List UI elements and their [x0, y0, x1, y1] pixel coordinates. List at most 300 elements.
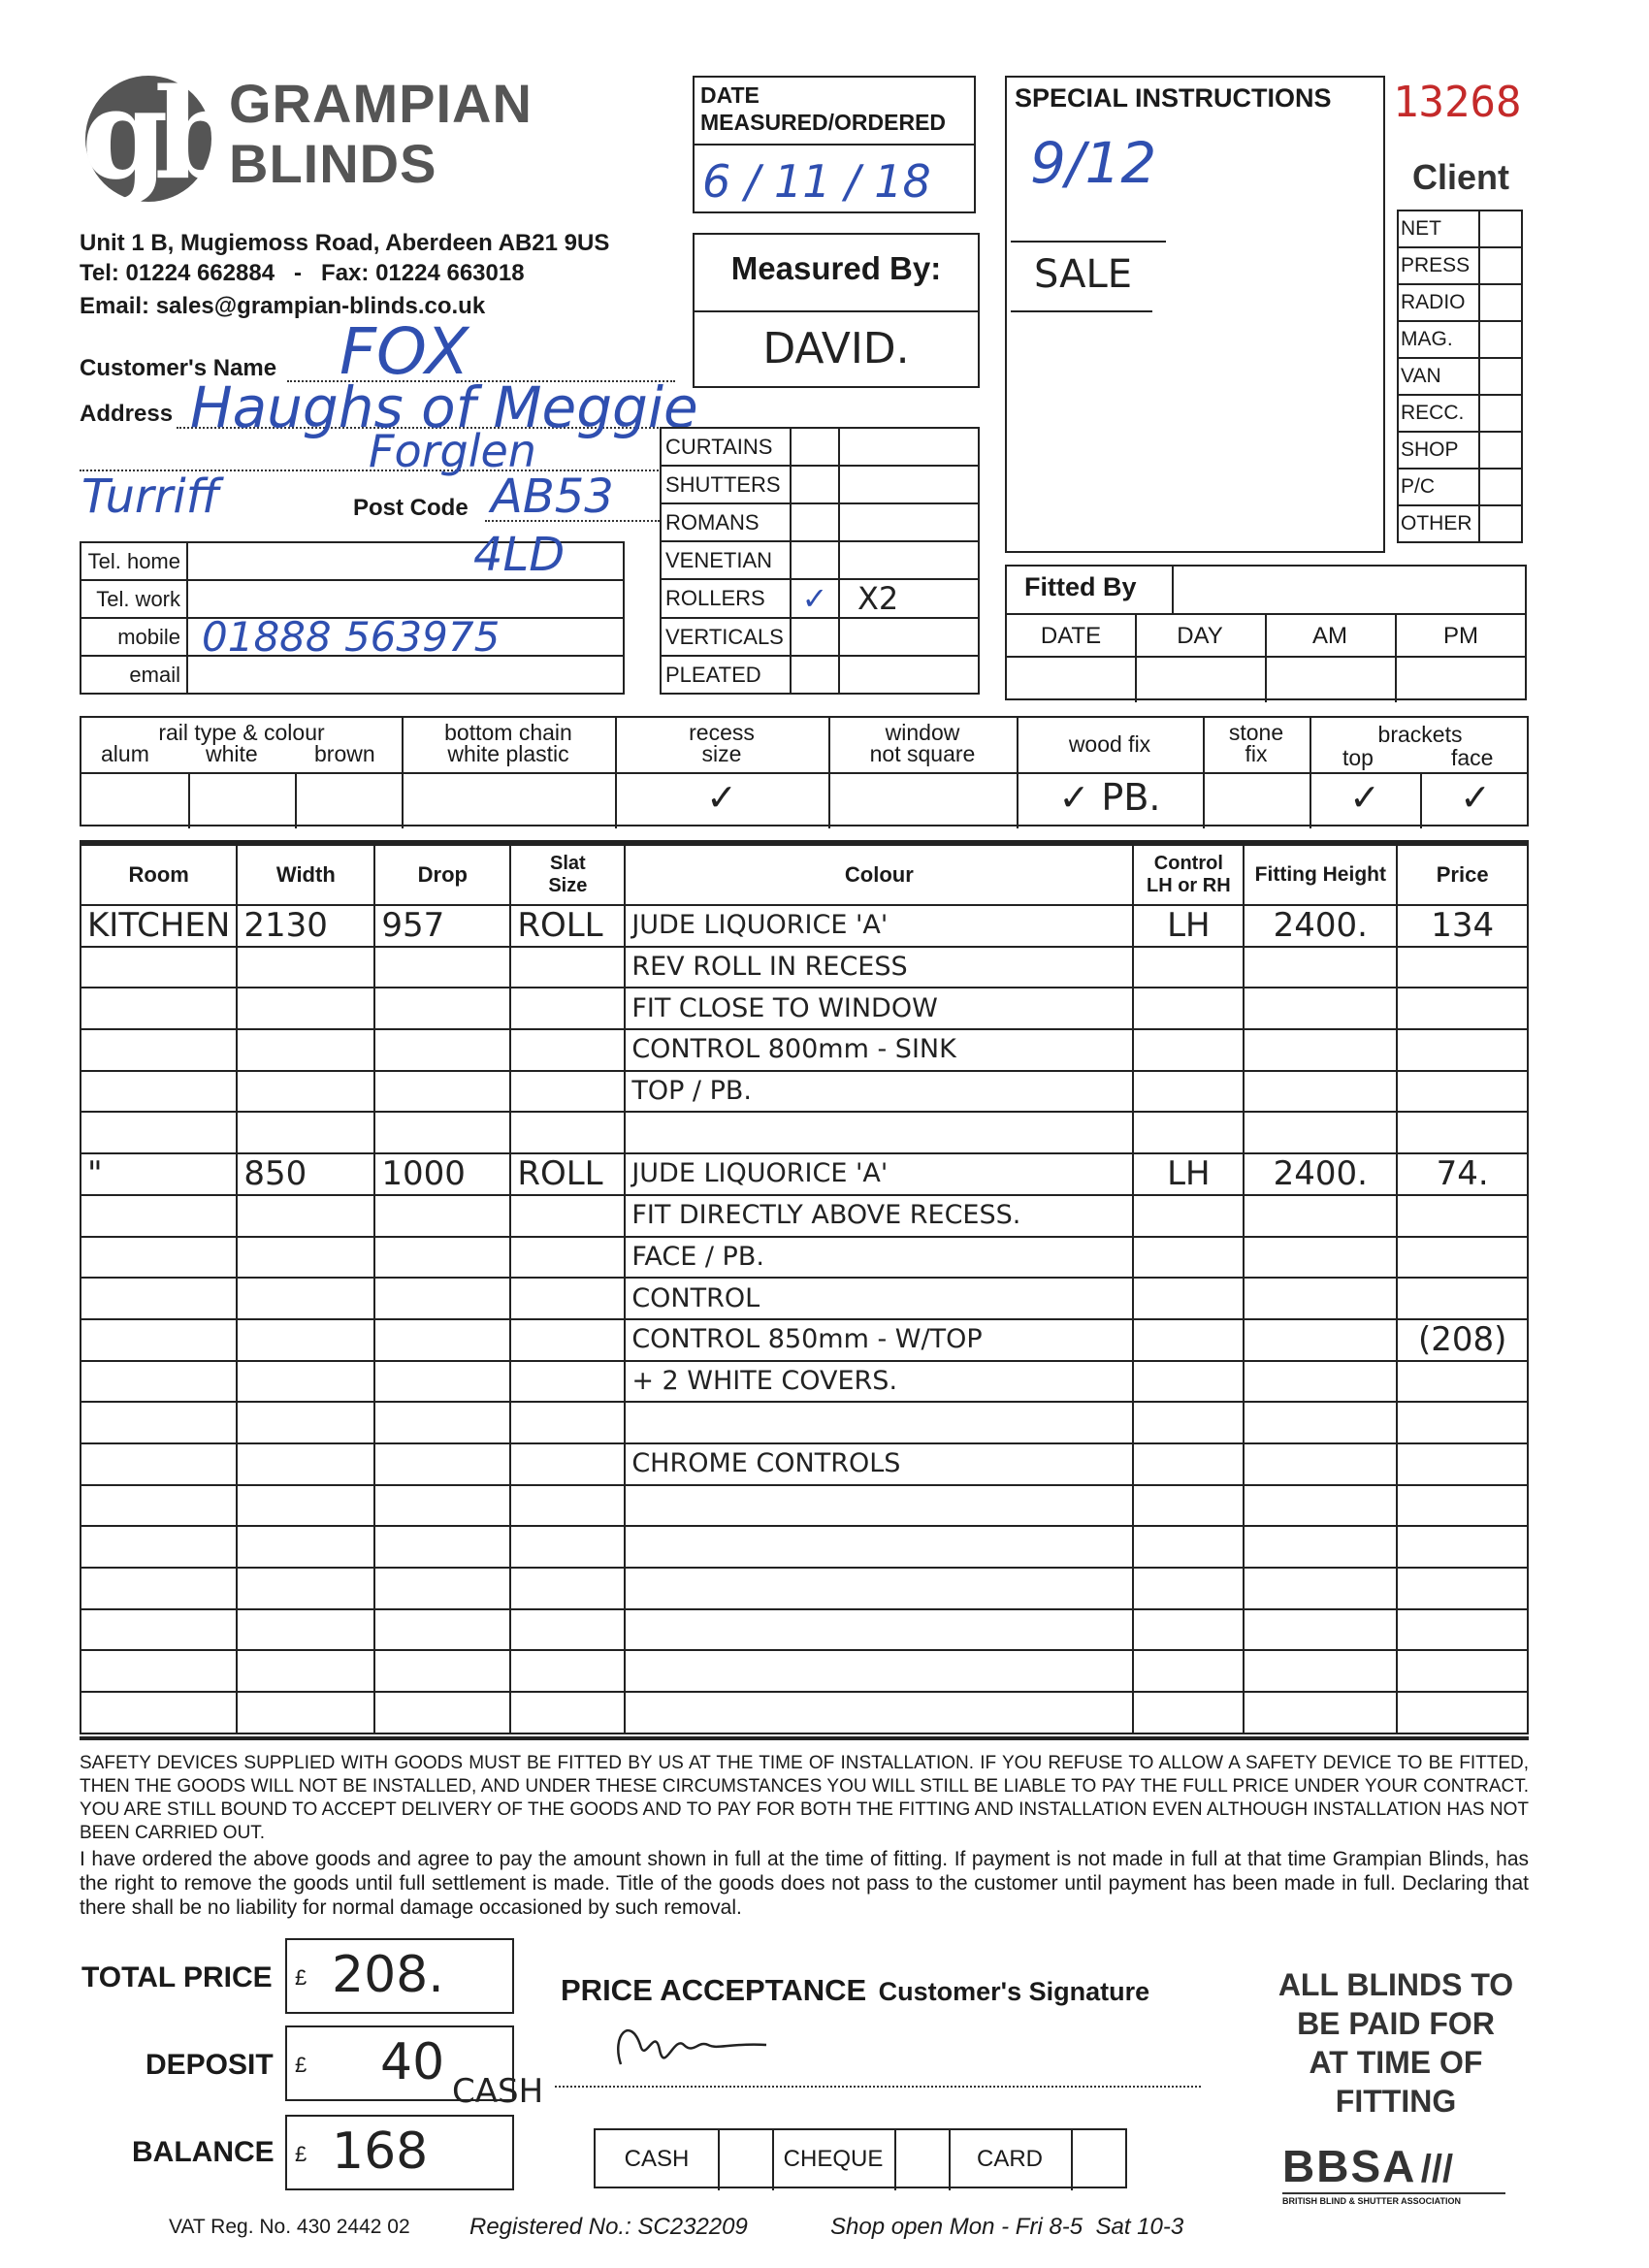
client-source-label: OTHER	[1398, 505, 1479, 542]
order-cell-slat: ROLL	[510, 1153, 625, 1195]
order-cell-price	[1397, 1029, 1528, 1071]
recess-tick: ✓	[706, 776, 737, 819]
contact-row	[81, 656, 624, 694]
blind-type-qty	[839, 466, 979, 503]
order-cell-slat	[510, 1609, 625, 1651]
brackets-face: face	[1451, 745, 1494, 770]
order-cell-fitting: 2400.	[1244, 1153, 1397, 1195]
order-cell-price	[1397, 1361, 1528, 1403]
order-cell-control	[1133, 1319, 1244, 1361]
blind-type-label: VERTICALS	[661, 618, 791, 656]
order-cell-room	[81, 1361, 237, 1403]
company-logo	[76, 62, 228, 213]
rail-label: rail type & colour	[158, 720, 325, 745]
recess-label-1: recess	[689, 720, 755, 745]
order-cell-fitting	[1244, 988, 1397, 1029]
order-cell-width	[237, 1112, 374, 1153]
special-instructions-box	[1005, 76, 1385, 553]
client-source-checkbox[interactable]	[1479, 469, 1522, 505]
order-cell-colour	[625, 1526, 1133, 1568]
order-cell-fitting	[1244, 1071, 1397, 1113]
client-source-checkbox[interactable]	[1479, 247, 1522, 284]
blind-type-row	[661, 503, 979, 541]
special-note-1: 9/12	[1030, 130, 1157, 196]
order-cell-price	[1397, 1402, 1528, 1443]
client-source-row	[1398, 211, 1522, 247]
order-cell-slat	[510, 1402, 625, 1443]
blind-type-tick[interactable]	[791, 503, 839, 541]
wood-fix-value: ✓ PB.	[1058, 776, 1161, 819]
order-cell-width	[237, 1443, 374, 1485]
order-cell-room	[81, 1112, 237, 1153]
order-cell-price	[1397, 1568, 1528, 1609]
client-source-row	[1398, 247, 1522, 284]
client-source-label: VAN	[1398, 358, 1479, 395]
blind-type-qty	[839, 656, 979, 694]
bbsa-logo	[1282, 2140, 1535, 2206]
order-cell-price	[1397, 1112, 1528, 1153]
blind-type-row	[661, 656, 979, 694]
client-source-checkbox[interactable]	[1479, 395, 1522, 432]
order-cell-slat	[510, 988, 625, 1029]
order-cell-room: KITCHEN	[81, 905, 237, 947]
payment-notice	[1245, 1965, 1546, 2121]
blind-type-tick[interactable]	[791, 618, 839, 656]
order-cell-drop	[374, 1361, 510, 1403]
date-label: DATE MEASURED/ORDERED	[700, 82, 947, 135]
bbsa-slash-icon: ///	[1420, 2148, 1454, 2190]
client-source-checkbox[interactable]	[1479, 211, 1522, 247]
order-cell-fitting	[1244, 1029, 1397, 1071]
chain-label-2: white plastic	[447, 741, 569, 766]
order-cell-slat	[510, 1485, 625, 1527]
order-cell-room	[81, 1526, 237, 1568]
order-cell-drop: 1000	[374, 1153, 510, 1195]
order-cell-fitting	[1244, 1402, 1397, 1443]
order-cell-colour: FACE / PB.	[625, 1237, 1133, 1279]
blind-type-label: VENETIAN	[661, 541, 791, 579]
order-cell-width: 2130	[237, 905, 374, 947]
blind-type-qty	[839, 428, 979, 466]
order-cell-room	[81, 1650, 237, 1692]
brackets-top-tick: ✓	[1349, 776, 1380, 819]
blind-type-tick[interactable]	[791, 466, 839, 503]
order-cell-width	[237, 1692, 374, 1733]
total-price-value: 208.	[332, 1946, 444, 2004]
order-cell-colour	[625, 1485, 1133, 1527]
order-number: 13268	[1393, 78, 1522, 127]
chain-label-1: bottom chain	[444, 720, 572, 745]
blind-type-tick[interactable]	[791, 428, 839, 466]
blind-type-row	[661, 466, 979, 503]
client-source-row	[1398, 358, 1522, 395]
client-source-label: RECC.	[1398, 395, 1479, 432]
client-source-label: P/C	[1398, 469, 1479, 505]
order-cell-control	[1133, 1195, 1244, 1237]
order-cell-control	[1133, 1568, 1244, 1609]
customer-name-value: FOX	[340, 314, 469, 389]
deposit-currency: £	[295, 2053, 307, 2077]
balance-value: 168	[332, 2122, 429, 2181]
order-cell-drop	[374, 1692, 510, 1733]
price-acceptance	[561, 1973, 1149, 2008]
order-cell-drop	[374, 1526, 510, 1568]
order-cell-drop	[374, 1278, 510, 1319]
address-label: Address	[80, 401, 174, 427]
order-cell-width: 850	[237, 1153, 374, 1195]
window-label-2: not square	[869, 741, 976, 766]
order-cell-fitting	[1244, 1443, 1397, 1485]
order-row	[81, 988, 1528, 1029]
fitted-by-box	[1005, 565, 1527, 700]
order-cell-colour: CHROME CONTROLS	[625, 1443, 1133, 1485]
blind-type-tick[interactable]: ✓	[791, 579, 839, 618]
order-cell-control	[1133, 1609, 1244, 1651]
blind-type-row	[661, 618, 979, 656]
header-slat	[510, 845, 625, 905]
total-price-box	[285, 1938, 514, 2014]
order-cell-slat	[510, 1692, 625, 1733]
order-cell-room	[81, 1485, 237, 1527]
order-cell-slat	[510, 1568, 625, 1609]
order-cell-price: 74.	[1397, 1153, 1528, 1195]
safety-terms: SAFETY DEVICES SUPPLIED WITH GOODS MUST BE FITTED BY US AT THE TIME OF INSTALLATION. IF YOU REFUSE TO ALLOW A SAFETY DEVICE TO BE FITTED, THEN THE GOODS WILL NOT BE INSTALLED, AND UNDER THESE CIRCUMSTANCES YOU WILL STILL BE LIABLE TO PAY THE FULL PRICE UNDER YOUR CONTRACT. YOU ARE STILL BOUND TO ACCEPT DELIVERY OF THE GOODS AND TO PAY FOR BOTH THE FITTING AND INSTALLATION EVEN ALTHOUGH INSTALLATION HAS NOT BEEN CARRIED OUT.	[80, 1753, 1529, 1843]
agreement-terms: I have ordered the above goods and agree to pay the amount shown in full at the time of fitting. If payment is not made in full at that time Grampian Blinds, has the right to remove the goods until full settlement is made. Title of the goods does not pass to the customer until payment has been made in full. Declaring that there shall be no liability for normal damage occasioned by such removal.	[80, 1848, 1529, 1919]
order-cell-room	[81, 1443, 237, 1485]
vat-number: VAT Reg. No. 430 2442 02	[169, 2216, 410, 2238]
order-cell-price	[1397, 988, 1528, 1029]
order-cell-fitting	[1244, 1237, 1397, 1279]
deposit-note: CASH	[452, 2072, 544, 2111]
order-cell-colour: REV ROLL IN RECESS	[625, 947, 1133, 988]
order-cell-price	[1397, 947, 1528, 988]
contact-value	[187, 656, 624, 694]
blind-type-label: SHUTTERS	[661, 466, 791, 503]
blind-type-label: ROLLERS	[661, 579, 791, 618]
client-source-label: PRESS	[1398, 247, 1479, 284]
order-cell-price	[1397, 1071, 1528, 1113]
bbsa-caption: BRITISH BLIND & SHUTTER ASSOCIATION	[1282, 2192, 1505, 2206]
order-cell-drop: 957	[374, 905, 510, 947]
order-cell-control	[1133, 1071, 1244, 1113]
order-cell-colour	[625, 1402, 1133, 1443]
contact-label: mobile	[81, 618, 187, 656]
order-cell-control: LH	[1133, 1153, 1244, 1195]
order-cell-drop	[374, 1071, 510, 1113]
order-cell-width	[237, 1568, 374, 1609]
window-label-1: window	[885, 720, 960, 745]
header-slat-line1: Slat	[549, 853, 586, 874]
order-cell-fitting	[1244, 947, 1397, 988]
measured-by-label: Measured By:	[730, 250, 942, 286]
order-cell-width	[237, 1485, 374, 1527]
address-line-3: Turriff	[81, 470, 220, 524]
order-cell-control	[1133, 1361, 1244, 1403]
address-line-2: Forglen	[369, 425, 536, 477]
blind-type-label: PLEATED	[661, 656, 791, 694]
fitted-col-am: AM	[1312, 623, 1347, 649]
order-cell-slat	[510, 1112, 625, 1153]
order-cell-control	[1133, 1278, 1244, 1319]
order-cell-width	[237, 988, 374, 1029]
contact-row	[81, 618, 624, 656]
client-source-row	[1398, 284, 1522, 321]
order-cell-room	[81, 1402, 237, 1443]
order-cell-price	[1397, 1237, 1528, 1279]
postcode-label: Post Code	[353, 495, 469, 521]
order-cell-slat	[510, 1443, 625, 1485]
order-row	[81, 1029, 1528, 1071]
header-control-line2: LH or RH	[1146, 875, 1231, 896]
header-control	[1133, 845, 1244, 905]
order-cell-drop	[374, 1650, 510, 1692]
order-cell-colour: FIT CLOSE TO WINDOW	[625, 988, 1133, 1029]
client-source-label: NET	[1398, 211, 1479, 247]
order-cell-room	[81, 1237, 237, 1279]
date-box	[693, 76, 976, 213]
order-cell-fitting	[1244, 1692, 1397, 1733]
order-row	[81, 1071, 1528, 1113]
order-cell-colour: CONTROL	[625, 1278, 1133, 1319]
recess-label-2: size	[701, 741, 742, 766]
order-cell-price	[1397, 1195, 1528, 1237]
order-cell-colour: JUDE LIQUORICE 'A'	[625, 905, 1133, 947]
order-cell-control	[1133, 1485, 1244, 1527]
order-cell-control	[1133, 947, 1244, 988]
order-cell-fitting	[1244, 1526, 1397, 1568]
order-cell-room	[81, 1319, 237, 1361]
order-cell-colour	[625, 1692, 1133, 1733]
order-cell-price	[1397, 1650, 1528, 1692]
deposit-value: 40	[380, 2033, 445, 2091]
order-cell-control	[1133, 1650, 1244, 1692]
order-row	[81, 905, 1528, 947]
order-cell-colour	[625, 1112, 1133, 1153]
order-cell-slat	[510, 1278, 625, 1319]
order-cell-drop	[374, 1237, 510, 1279]
order-cell-width	[237, 947, 374, 988]
contact-value: 01888 563975	[187, 618, 624, 656]
order-cell-drop	[374, 1029, 510, 1071]
order-cell-slat	[510, 1526, 625, 1568]
order-cell-price	[1397, 1609, 1528, 1651]
fitted-col-date: DATE	[1040, 623, 1102, 649]
brackets-top: top	[1342, 745, 1374, 770]
order-row	[81, 1692, 1528, 1733]
client-label: Client	[1412, 157, 1510, 197]
order-cell-control	[1133, 988, 1244, 1029]
blind-type-qty	[839, 618, 979, 656]
address-line-1: Haughs of Meggie	[190, 374, 698, 440]
client-source-label: RADIO	[1398, 284, 1479, 321]
order-row	[81, 1568, 1528, 1609]
order-cell-slat: ROLL	[510, 905, 625, 947]
company-email: Email: sales@grampian-blinds.co.uk	[80, 293, 486, 319]
blind-type-tick[interactable]	[791, 656, 839, 694]
fitted-by-label: Fitted By	[1024, 572, 1137, 601]
order-cell-control: LH	[1133, 905, 1244, 947]
notice-line-2: BE PAID FOR	[1297, 2006, 1495, 2041]
order-cell-slat	[510, 1237, 625, 1279]
order-cell-control	[1133, 1237, 1244, 1279]
company-address: Unit 1 B, Mugiemoss Road, Aberdeen AB21 9US	[80, 230, 610, 256]
blind-type-row	[661, 541, 979, 579]
blind-type-label: CURTAINS	[661, 428, 791, 466]
client-source-row	[1398, 395, 1522, 432]
options-bar	[80, 716, 1529, 826]
client-source-checkbox[interactable]	[1479, 505, 1522, 542]
notice-line-1: ALL BLINDS TO	[1277, 1967, 1514, 2002]
order-row	[81, 1609, 1528, 1651]
order-cell-drop	[374, 1609, 510, 1651]
header-fitting-height: Fitting Height	[1244, 845, 1397, 905]
order-cell-price	[1397, 1692, 1528, 1733]
company-name-line1: GRAMPIAN	[229, 73, 533, 134]
logo-letters: gb	[81, 62, 228, 208]
order-cell-room	[81, 1568, 237, 1609]
stone-label-1: stone	[1228, 720, 1284, 745]
deposit-label: DEPOSIT	[146, 2049, 274, 2081]
client-source-checkbox[interactable]	[1479, 432, 1522, 469]
order-cell-width	[237, 1319, 374, 1361]
payment-cash[interactable]: CASH	[624, 2146, 690, 2172]
balance-currency: £	[295, 2142, 307, 2166]
order-cell-colour	[625, 1609, 1133, 1651]
blind-type-tick[interactable]	[791, 541, 839, 579]
date-value: 6 / 11 / 18	[702, 155, 931, 208]
order-cell-drop	[374, 947, 510, 988]
customer-name-label: Customer's Name	[80, 355, 277, 381]
total-price-label: TOTAL PRICE	[81, 1961, 273, 1993]
order-cell-room	[81, 1071, 237, 1113]
notice-line-4: FITTING	[1335, 2084, 1457, 2119]
order-cell-control	[1133, 1526, 1244, 1568]
blind-type-qty	[839, 503, 979, 541]
order-row	[81, 1319, 1528, 1361]
registered-number: Registered No.: SC232209	[469, 2214, 748, 2240]
order-cell-control	[1133, 1443, 1244, 1485]
order-cell-width	[237, 1278, 374, 1319]
balance-box	[285, 2115, 514, 2190]
header-width: Width	[237, 845, 374, 905]
order-row	[81, 1650, 1528, 1692]
shop-hours: Shop open Mon - Fri 8-5 Sat 10-3	[830, 2214, 1184, 2240]
header-slat-line2: Size	[548, 875, 588, 896]
header-colour: Colour	[625, 845, 1133, 905]
order-cell-drop	[374, 1195, 510, 1237]
order-cell-price: 134	[1397, 905, 1528, 947]
wood-fix-label: wood fix	[1068, 731, 1151, 757]
client-source-checkbox[interactable]	[1479, 321, 1522, 358]
order-cell-fitting	[1244, 1485, 1397, 1527]
client-source-row	[1398, 469, 1522, 505]
brackets-label: brackets	[1377, 722, 1463, 747]
order-cell-width	[237, 1650, 374, 1692]
order-cell-room	[81, 1692, 237, 1733]
order-cell-colour: + 2 WHITE COVERS.	[625, 1361, 1133, 1403]
order-cell-room: "	[81, 1153, 237, 1195]
blind-type-row	[661, 579, 979, 618]
order-cell-drop	[374, 1319, 510, 1361]
client-source-checkbox[interactable]	[1479, 284, 1522, 321]
order-row	[81, 1526, 1528, 1568]
order-cell-fitting	[1244, 1278, 1397, 1319]
order-row	[81, 947, 1528, 988]
order-cell-control	[1133, 1112, 1244, 1153]
rail-white: white	[206, 741, 258, 766]
order-cell-width	[237, 1029, 374, 1071]
order-cell-price	[1397, 1526, 1528, 1568]
measured-by-box	[693, 233, 980, 388]
contact-label: email	[81, 656, 187, 694]
order-row	[81, 1195, 1528, 1237]
contact-label: Tel. work	[81, 580, 187, 618]
order-cell-price	[1397, 1278, 1528, 1319]
order-cell-fitting	[1244, 1319, 1397, 1361]
order-cell-width	[237, 1609, 374, 1651]
order-cell-colour	[625, 1568, 1133, 1609]
client-source-checkbox[interactable]	[1479, 358, 1522, 395]
order-cell-control	[1133, 1029, 1244, 1071]
payment-card[interactable]: CARD	[976, 2146, 1043, 2172]
order-cell-fitting	[1244, 1650, 1397, 1692]
total-currency: £	[295, 1965, 307, 1990]
order-cell-colour: CONTROL 850mm - W/TOP	[625, 1319, 1133, 1361]
order-cell-colour: FIT DIRECTLY ABOVE RECESS.	[625, 1195, 1133, 1237]
order-cell-price: (208)	[1397, 1319, 1528, 1361]
client-source-row	[1398, 432, 1522, 469]
order-cell-room	[81, 1029, 237, 1071]
order-cell-slat	[510, 1071, 625, 1113]
order-cell-fitting	[1244, 1609, 1397, 1651]
order-cell-room	[81, 947, 237, 988]
order-cell-width	[237, 1402, 374, 1443]
header-drop: Drop	[374, 845, 510, 905]
order-cell-slat	[510, 1195, 625, 1237]
order-cell-drop	[374, 1443, 510, 1485]
order-row	[81, 1237, 1528, 1279]
measured-by-value: DAVID.	[762, 324, 910, 373]
client-source-table	[1397, 210, 1523, 543]
blind-type-qty: X2	[839, 579, 979, 618]
order-cell-width	[237, 1237, 374, 1279]
fitted-col-pm: PM	[1443, 623, 1478, 649]
order-cell-fitting	[1244, 1112, 1397, 1153]
order-cell-slat	[510, 1319, 625, 1361]
order-row	[81, 1485, 1528, 1527]
order-cell-slat	[510, 1361, 625, 1403]
order-cell-slat	[510, 1650, 625, 1692]
order-cell-room	[81, 1609, 237, 1651]
order-cell-drop	[374, 1568, 510, 1609]
order-row	[81, 1153, 1528, 1195]
order-row	[81, 1112, 1528, 1153]
payment-cheque[interactable]: CHEQUE	[783, 2146, 884, 2172]
header-room: Room	[81, 845, 237, 905]
stone-label-2: fix	[1245, 741, 1268, 766]
order-cell-colour	[625, 1650, 1133, 1692]
client-source-label: MAG.	[1398, 321, 1479, 358]
contact-note: 4LD	[473, 528, 566, 582]
order-cell-room	[81, 1278, 237, 1319]
price-acceptance-title: PRICE ACCEPTANCE	[561, 1973, 867, 2007]
signature-label: Customer's Signature	[878, 1977, 1150, 2006]
notice-line-3: AT TIME OF	[1309, 2045, 1483, 2080]
order-cell-width	[237, 1361, 374, 1403]
blind-type-qty	[839, 541, 979, 579]
postcode-value: AB53	[491, 470, 614, 524]
order-cell-drop	[374, 1402, 510, 1443]
